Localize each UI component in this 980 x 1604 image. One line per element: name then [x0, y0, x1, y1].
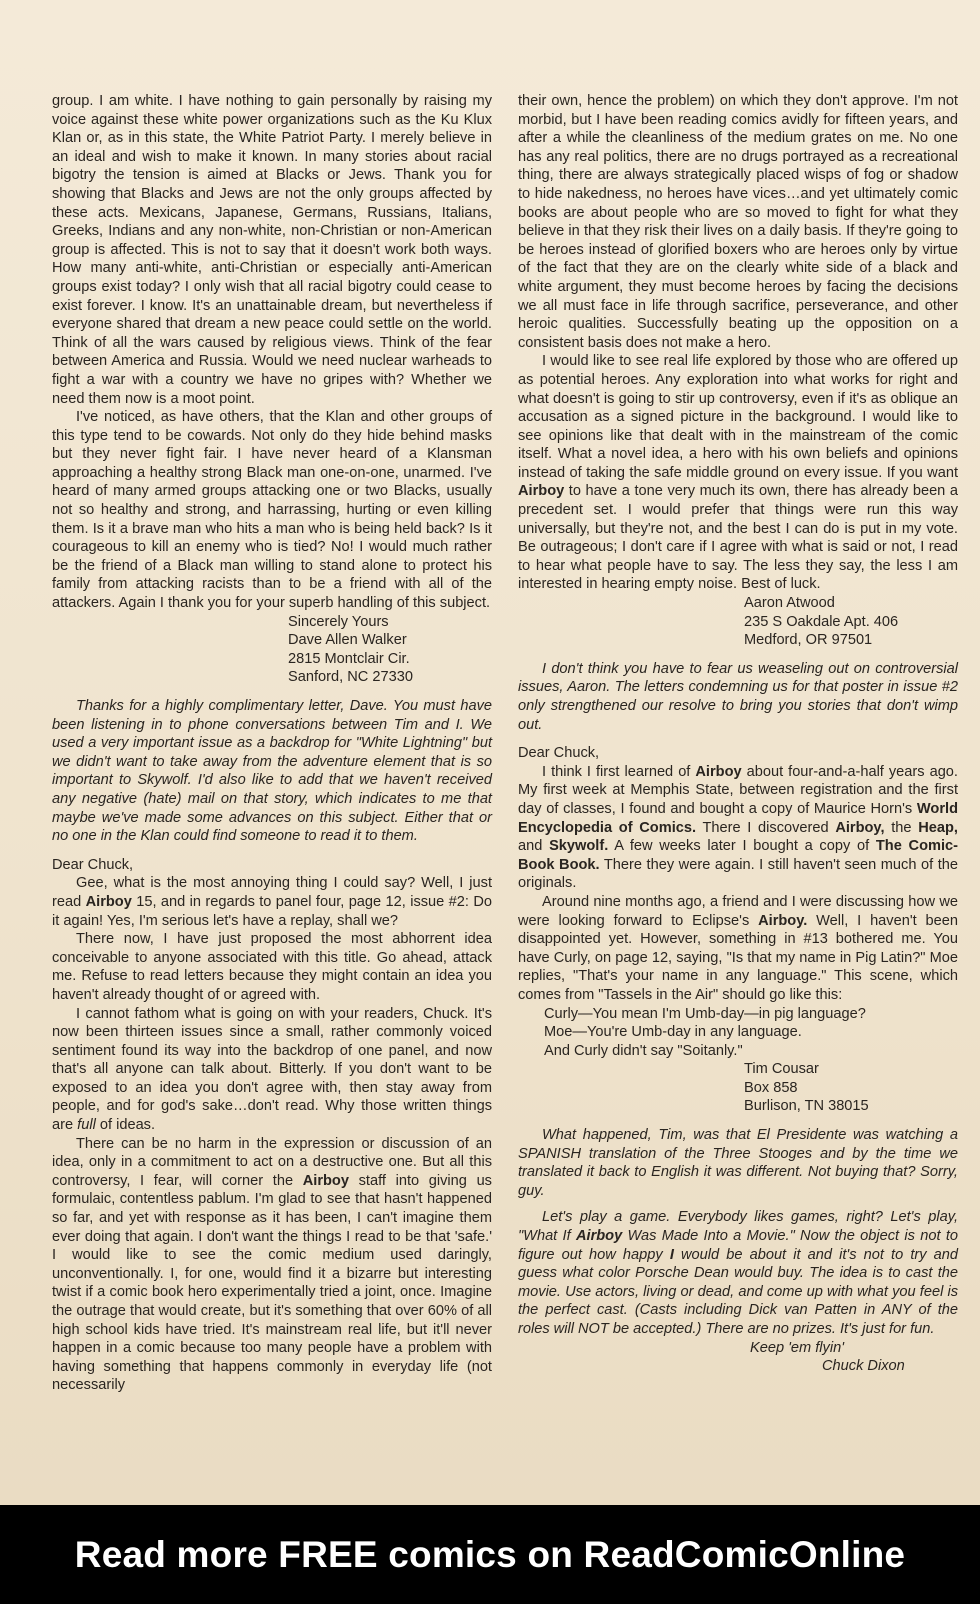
signature-line: Aaron Atwood [744, 595, 835, 612]
editor-reply: I don't think you have to fear us weaseling out on controversial issues, Aaron. The letters condemning us for that poster in issue #2 only strengthened our resolve to bring you stories that don't wimp out. [518, 660, 958, 733]
letter-salutation: Dear Chuck, [518, 745, 600, 762]
signoff-line: Keep 'em flyin' [750, 1339, 844, 1356]
signature-line: Burlison, TN 38015 [744, 1098, 869, 1115]
editor-signoff [518, 1339, 958, 1376]
signoff-name: Chuck Dixon [822, 1358, 905, 1375]
letter2-paragraph: Gee, what is the most annoying thing I could say? Well, I just read Airboy 15, and in regards to panel four, page 12, issue #2: Do it again! Yes, I'm serious let's have a replay, shall we? [52, 875, 493, 929]
signature-line: 2815 Montclair Cir. [288, 650, 410, 667]
signature-line: Sanford, NC 27330 [288, 669, 413, 686]
signature-line: Tim Cousar [744, 1061, 819, 1078]
letter1-paragraph: group. I am white. I have nothing to gain personally by raising my voice against these white power organizations such as the Ku Klux Klan or, as in this state, the White Patriot Party. I merely believe in an ideal and wish to make it known. In many stories about racial bigotry the tension is aimed at Blacks or Jews. Thank you for showing that Blacks and Jews are not the only groups affected by these acts. Mexicans, Japanese, Germans, Russians, Italians, Greeks, Indians and any non-white, non-Christian or non-American group is affected. This is not to say that it doesn't work both ways. How many anti-white, anti-Christian or especially anti-American groups exist today? I only wish that all racial bigotry could cease to exist forever. I know. It's an unattainable dream, but nevertheless if everyone shared that dream a new peace could settle on the world. Think of all the wars caused by religious views. Think of the fear between America and Russia. Would we need nuclear warheads to fight a war with a country we have no gripes with? Whether we need them now is a moot point. [52, 93, 492, 407]
signature-line: Sincerely Yours [288, 613, 389, 630]
signature-line: Medford, OR 97501 [744, 632, 873, 649]
letter2-paragraph: There can be no harm in the expression or discussion of an idea, only in a commitment to act on a destructive one. But all this controversy, I fear, will corner the Airboy staff into giving us formulaic, contentless pablum. I'm glad to see that hasn't happened so far, and yet with response as it has been, I can't imagine them ever doing that again. I don't want the things I read to be that 'safe.' I would like to see the comic medium used daringly, unconventionally. I, for one, would find it a bizarre but interesting twist if a comic book hero experimentally tried a joint, once. Imagine the outrage that would create, but it's something that over 60% of all high school kids have tried. It's mainstream real life, but it'll never happen in a comic because too many people have a problem with having something that happens commonly in everyday life (not necessarily [52, 1135, 492, 1394]
letter2-paragraph: I would like to see real life explored by those who are offered up as potential heroes. Any exploration into what works for right and what doesn't is going to stir up controversy, even if it's as oblique an accusation as a signed picture in the background. I would like to see opinions like that dealt with in the mainstream of the comic itself. What a novel idea, a hero with his own beliefs and opinions instead of taking the safe middle ground on every issue. If you want Airboy to have a tone very much its own, there has already been a precedent set. I would prefer that things were run this way universally, but they're not, and the best I can do is put in my vote. Be outrageous; I don't care if I agree with what is said or not, I read to hear what people have to say. The less they say, the less I am interested in hearing empty noise. Best of luck. [518, 353, 958, 593]
letter2-paragraph: There now, I have just proposed the most abhorrent idea conceivable to anyone associated with this title. Go ahead, attack me. Refuse to read letters because they might contain an idea you haven't already thought of or agreed with. [52, 931, 492, 1003]
letter1-paragraph: I've noticed, as have others, that the Klan and other groups of this type tend to be cowards. Not only do they hide behind masks but they never fight fair. I have never heard of a Klansman approaching a healthy strong Black man one-on-one, unarmed. I've heard of many armed groups attacking one or two Blacks, usually not so healthy and strong, and harrassing, hurting or even killing them. Is it a brave man who hits a man who is being held back? Is it courageous to kill an enemy who is tied? No! I would much rather be the friend of a Black man willing to stand alone to protect his family from attacking racists than to be a friend with all of the attackers. Again I thank you for your superb handling of this subject. [52, 409, 492, 612]
editor-game-announcement: Let's play a game. Everybody likes games, right? Let's play, "What If Airboy Was Made Into a Movie." Now the object is not to figure out how happy I would be about it and it's not to try and guess what color Porsche Dean would buy. The idea is to cast the movie. Use actors, living or dead, and come up with what you feel is the perfect cast. (Casts including Dick van Patten in ANY of the roles will NOT be accepted.) There are no prizes. It's just for fun. [518, 1209, 958, 1337]
letter2-paragraph: I cannot fathom what is going on with your readers, Chuck. It's now been thirteen issues since a small, rather commonly voiced sentiment found its way into the backdrop of one panel, and now that's all anyone can talk about. Bitterly. If you don't want to be exposed to an idea you don't agree with, then stay away from people, and for god's sake…don't read. Why those written things are full of ideas. [52, 1005, 492, 1134]
signature-line: Box 858 [744, 1079, 798, 1096]
dialog-line: Curly—You mean I'm Umb-day—in pig language? [544, 1005, 866, 1022]
signature-line: 235 S Oakdale Apt. 406 [744, 613, 899, 630]
promo-footer-text: Read more FREE comics on ReadComicOnline [74, 1533, 906, 1575]
letter1-signature [288, 613, 492, 687]
dialog-line: Moe—You're Umb-day in any language. [544, 1024, 802, 1041]
right-column [518, 92, 958, 1376]
letter2-paragraph: their own, hence the problem) on which they don't approve. I'm not morbid, but I have been reading comics avidly for fifteen years, and after a while the cleanliness of the medium grates on me. No one has any real politics, there are no drugs portrayed as a recreational thing, there are always strategically placed wisps of fog or shadow to hide nakedness, no heroes have vices…and yet ultimately comic books are about people who are so moved to fight for what they believe in that they risk their lives on a daily basis. If they're going to be heroes instead of glorified boxers who are heroes only by virtue of the fact that they are on the clearly white side of a black and white argument, they must become heroes by facing the decisions we all must face in life through sacrifice, perseverance, and other heroic qualities. Successfully beating up the opposition on a consistent basis does not make a hero. [518, 93, 958, 351]
letter-salutation: Dear Chuck, [52, 856, 134, 873]
stooges-dialog [544, 1005, 958, 1061]
editor-reply: What happened, Tim, was that El Presidente was watching a SPANISH translation of the Three Stooges and by the time we translated it back to English it was different. Not buying that? Sorry, guy. [518, 1127, 958, 1199]
editor-reply: Thanks for a highly complimentary letter, Dave. You must have been listening in to phone conversations between Tim and I. We used a very important issue as a backdrop for "White Lightning" but we didn't want to take away from the adventure element that is so important to Skywolf. I'd also like to add that we haven't received any negative (hate) mail on that story, which indicates to me that maybe we've made some advances on this subject. Either that or no one in the Klan could find someone to read it to them. [52, 698, 492, 845]
dialog-line: And Curly didn't say "Soitanly." [544, 1042, 743, 1059]
letter3-signature [744, 1060, 958, 1116]
letter3-paragraph: I think I first learned of Airboy about four-and-a-half years ago. My first week at Memphis State, between registration and the first day of classes, I found and bought a copy of Maurice Horn's World Encyclopedia of Comics. There I discovered Airboy, the Heap, and Skywolf. A few weeks later I bought a copy of The Comic-Book Book. There they were again. I still haven't seen much of the originals. [518, 763, 958, 892]
letter3-paragraph: Around nine months ago, a friend and I were discussing how we were looking forward to Eclipse's Airboy. Well, I haven't been disappointed yet. However, something in #13 bothered me. You have Curly, on page 12, saying, "Is that my name in Pig Latin?" Moe replies, "That's your name in any language." This scene, which comes from "Tassels in the Air" should go like this: [518, 893, 958, 1003]
letter2-signature [744, 594, 958, 650]
promo-footer-banner[interactable] [0, 1505, 980, 1604]
signature-line: Dave Allen Walker [288, 632, 407, 649]
left-column [52, 92, 492, 1395]
